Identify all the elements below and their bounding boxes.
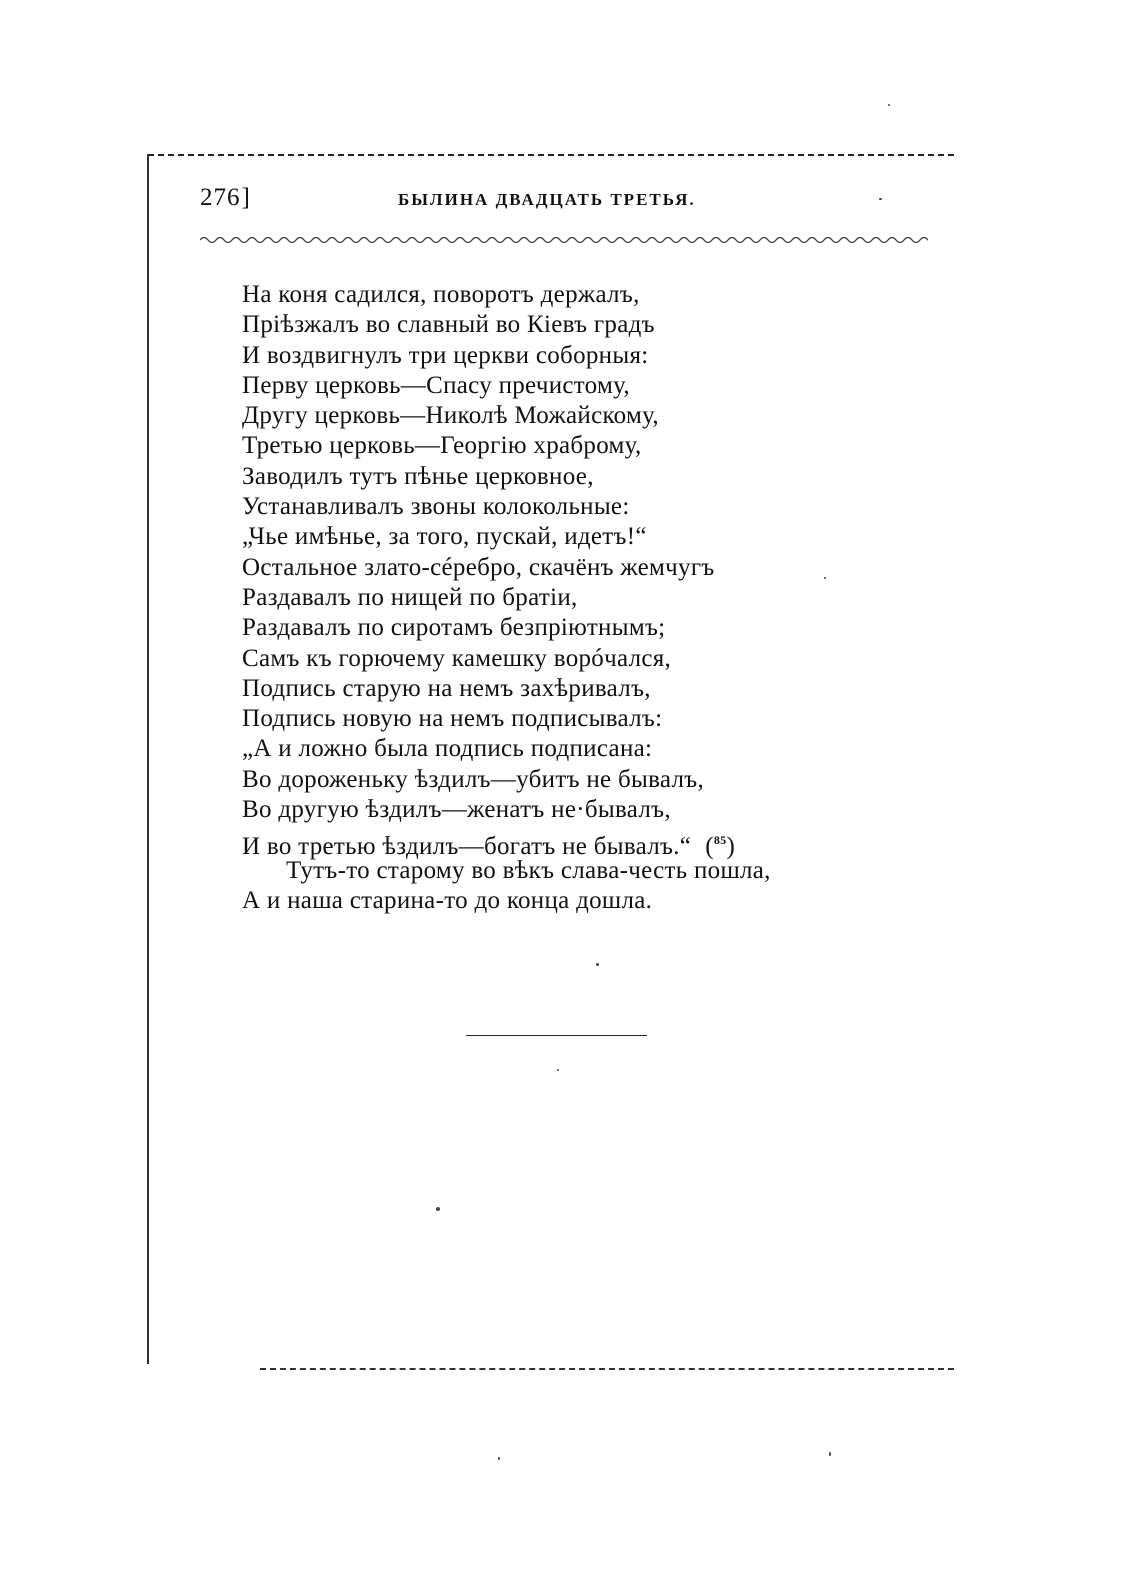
section-end-rule (466, 1035, 647, 1036)
poem-line: Во дороженьку ѣздилъ—убитъ не бывалъ, (242, 765, 705, 793)
ornamental-wavy-rule (200, 234, 928, 246)
page-frame-top (148, 154, 954, 156)
poem-line: Устанавливалъ звоны колокольные: (242, 493, 630, 521)
page-frame-bottom (260, 1368, 954, 1370)
poem-line: Во другую ѣздилъ—женатъ не·бывалъ, (242, 796, 671, 824)
print-speck (557, 1069, 559, 1071)
poem-line: „А и ложно была подпись подписана: (242, 735, 653, 763)
footnote-reference: ($^{85}$) (705, 833, 736, 861)
print-speck (498, 1457, 500, 1460)
poem-line: Остальное злато-сéребро, скачёнъ жемчугъ (242, 553, 715, 581)
poem-line: Раздавалъ по нищей по братіи, (242, 583, 578, 611)
poem-line: На коня садился, поворотъ держалъ, (242, 281, 640, 308)
print-speck (436, 1207, 440, 1211)
poem-line: Перву церковь—Спасу пречистому, (242, 371, 630, 399)
running-head (200, 180, 700, 220)
poem-line: И воздвигнулъ три церкви соборныя: (242, 341, 649, 369)
poem-line-with-footnote (242, 825, 942, 861)
poem-line: Раздавалъ по сиротамъ безпріютнымъ; (242, 614, 666, 642)
running-head-title: БЫЛИНА ДВАДЦАТЬ ТРЕТЬЯ. (398, 190, 696, 209)
poem-line-text: И во третью ѣздилъ—богатъ не бывалъ.“ (242, 833, 692, 861)
poem-line: А и наша старина-то до конца дошла. (242, 886, 653, 914)
poem-text (242, 280, 942, 916)
page-number: 276 ] (200, 184, 251, 212)
print-speck (829, 1452, 831, 1456)
poem-line: Третью церковь—Георгію храброму, (242, 432, 642, 460)
print-speck (824, 577, 826, 579)
footnote-marker: 85 (713, 833, 727, 848)
print-speck (596, 963, 599, 966)
poem-line: Пріѣзжалъ во славный во Кіевъ градъ (242, 311, 655, 339)
poem-line: Подпись новую на немъ подписывалъ: (242, 705, 663, 733)
poem-line: Подпись старую на немъ захѣривалъ, (242, 674, 651, 702)
page-frame-left (147, 154, 149, 1364)
print-speck (888, 104, 890, 106)
print-speck (879, 198, 882, 200)
poem-line: Самъ къ горючему камешку ворóчался, (242, 644, 672, 672)
poem-line: Другу церковь—Николѣ Можайскому, (242, 402, 659, 430)
poem-line-indented: Тутъ-то старому во вѣкъ слава-честь пошла, (286, 856, 771, 884)
poem-line: „Чье имѣнье, за того, пускай, идетъ!“ (242, 523, 647, 551)
poem-line: Заводилъ тутъ пѣнье церковное, (242, 462, 594, 490)
